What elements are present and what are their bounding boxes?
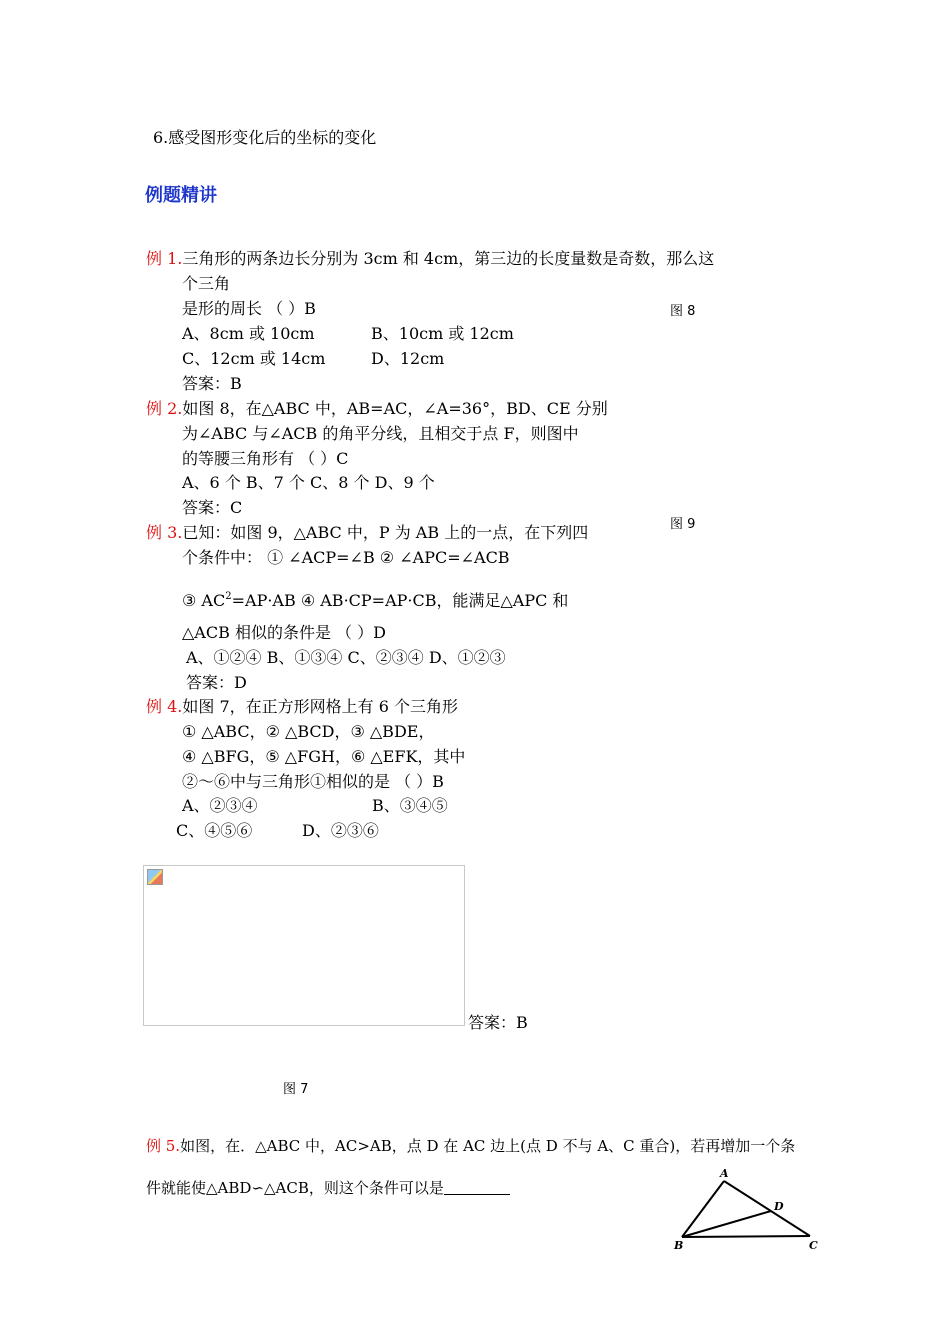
figure-7-caption: 图 7: [283, 1082, 309, 1097]
example-5-line-1: 例 5.如图，在．△ABC 中，AC>AB，点 D 在 AC 边上(点 D 不与 A、C 重合)，若再增加一个条: [146, 1137, 796, 1155]
example-4-label: 例 4.: [146, 697, 183, 716]
example-4-line-2: ① △ABC，② △BCD，③ △BDE，: [182, 722, 435, 741]
example-2-line-1: 例 2.如图 8，在△ABC 中，AB=AC，∠A=36°，BD、CE 分别: [146, 399, 608, 418]
answer-blank: [444, 1180, 510, 1195]
point-d-label: D: [774, 1200, 784, 1213]
example-2-options: A、6 个 B、7 个 C、8 个 D、9 个: [182, 473, 435, 492]
example-4-option-c: C、④⑤⑥: [176, 821, 253, 840]
example-3-line-3: ③ $AC^2=AP\cdot AB$ ④ AB·CP=AP·CB，能满足△APC 和: [182, 591, 569, 610]
example-2-line-2: 为∠ABC 与∠ACB 的角平分线，且相交于点 F，则图中: [182, 424, 579, 443]
side-ab: [682, 1181, 724, 1237]
example-1-answer: 答案：B: [182, 374, 242, 393]
vertex-b-label: B: [674, 1239, 684, 1252]
broken-image-icon: [147, 869, 163, 885]
example-4-option-a: A、②③④: [182, 796, 258, 815]
example-5-label: 例 5.: [146, 1137, 181, 1155]
example-3-options: A、①②④ B、①③④ C、②③④ D、①②③: [186, 648, 506, 667]
vertex-a-label: A: [720, 1167, 729, 1180]
example-3-line-1: 例 3.已知：如图 9，△ABC 中，P 为 AB 上的一点，在下列四: [146, 523, 589, 542]
example-1-line-1: 例 1.三角形的两条边长分别为 3cm 和 4cm，第三边的长度量数是奇数，那么这: [146, 249, 715, 268]
example-1-option-c: C、12cm 或 14cm: [182, 349, 326, 368]
example-4-line-1: 例 4.如图 7，在正方形网格上有 6 个三角形: [146, 697, 458, 716]
figure-7-image-placeholder: [143, 865, 465, 1026]
example-4-option-d: D、②③⑥: [302, 821, 379, 840]
example-2-label: 例 2.: [146, 399, 183, 418]
example-1-option-b: B、10cm 或 12cm: [371, 324, 514, 343]
section-heading: 例题精讲: [145, 185, 217, 206]
example-1-line-3: 是形的周长 （ ）B: [182, 299, 316, 318]
example-3-answer: 答案：D: [186, 673, 247, 692]
intro-line: 6.感受图形变化后的坐标的变化: [153, 128, 377, 147]
example-1-label: 例 1.: [146, 249, 183, 268]
example-4-line-3: ④ △BFG，⑤ △FGH，⑥ △EFK，其中: [182, 747, 466, 766]
example-3-line-2: 个条件中： ① ∠ACP=∠B ② ∠APC=∠ACB: [182, 548, 510, 567]
example-2-line-3: 的等腰三角形有 （ ）C: [182, 449, 349, 468]
example-3-line-4: △ACB 相似的条件是 （ ）D: [182, 623, 386, 642]
example-3-label: 例 3.: [146, 523, 183, 542]
side-ac: [724, 1181, 810, 1236]
figure-8-caption: 图 8: [670, 304, 696, 319]
segment-bd: [682, 1211, 771, 1237]
example-4-option-b: B、③④⑤: [372, 796, 448, 815]
example-2-answer: 答案：C: [182, 498, 243, 517]
example-5-line-2: 件就能使△ABD∽△ACB，则这个条件可以是: [146, 1178, 510, 1198]
example-1-option-d: D、12cm: [371, 349, 445, 368]
example-1-line-2: 个三角: [182, 274, 231, 293]
example-4-line-4: ②～⑥中与三角形①相似的是 （ ）B: [182, 772, 444, 791]
example-1-option-a: A、8cm 或 10cm: [182, 324, 315, 343]
example-4-answer: 答案：B: [468, 1013, 528, 1032]
vertex-c-label: C: [809, 1239, 818, 1252]
figure-9-caption: 图 9: [670, 517, 696, 532]
side-bc: [682, 1236, 810, 1237]
triangle-abc-figure: [668, 1165, 828, 1253]
